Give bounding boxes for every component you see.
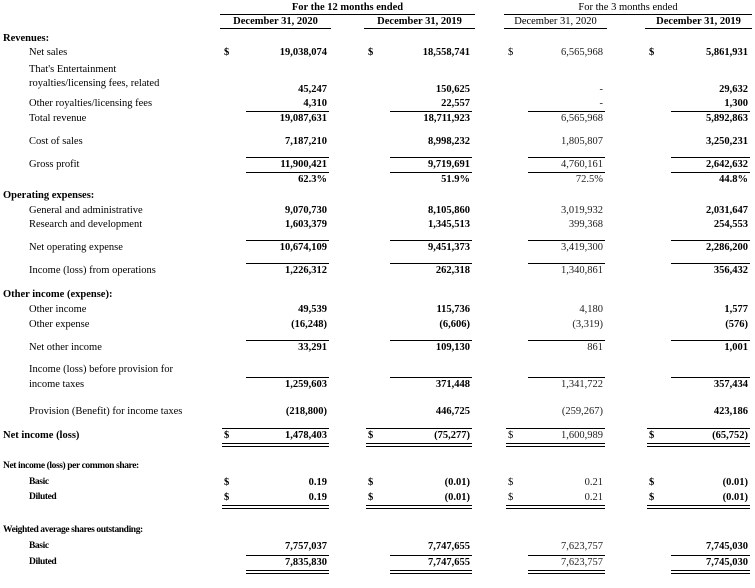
cell-other-royalties-2: 22,557 — [441, 98, 470, 109]
cell-income-before-tax-2-3: 1,341,722 — [561, 379, 603, 390]
cell-income-from-operations-4: 356,432 — [713, 265, 748, 276]
rule-above-gross-margin-2 — [390, 172, 472, 173]
row-label-eps-header: Net income (loss) per common share: — [3, 461, 139, 471]
column-header-rule-3 — [504, 28, 607, 29]
rule-above-income-from-operations-1 — [246, 263, 329, 264]
row-label-thats-entertainment-1: That's Entertainment — [29, 64, 117, 75]
cell-research-dev-2: 1,345,513 — [428, 219, 470, 230]
dollar-sign-eps-basic-1: $ — [224, 477, 230, 488]
cell-income-before-tax-2-1: 1,259,603 — [285, 379, 327, 390]
dollar-sign-eps-diluted-2: $ — [368, 492, 374, 503]
cell-net-sales-4: 5,861,931 — [706, 47, 748, 58]
cell-net-sales-2: 18,558,741 — [422, 47, 470, 58]
cell-thats-entertainment-2-3: - — [599, 84, 603, 95]
dollar-sign-net-income-4: $ — [649, 430, 655, 441]
column-header-rule-2 — [364, 28, 475, 29]
cell-income-from-operations-1: 1,226,312 — [285, 265, 327, 276]
rule-above-gross-profit-1 — [246, 157, 329, 158]
row-label-income-before-tax-1: Income (loss) before provision for — [29, 364, 174, 375]
row-label-eps-diluted: Diluted — [29, 492, 57, 502]
cell-net-income-1: 1,478,403 — [285, 430, 327, 441]
cell-gross-margin-4: 44.8% — [719, 174, 748, 185]
rule-above-total-revenue-3 — [528, 111, 605, 112]
cell-gross-margin-3: 72.5% — [575, 174, 603, 185]
dollar-sign-net-income-2: $ — [368, 430, 374, 441]
row-label-net-operating-expense: Net operating expense — [29, 242, 123, 253]
cell-net-other-income-3: 861 — [587, 342, 603, 353]
cell-total-revenue-1: 19,087,631 — [279, 113, 327, 124]
rule-above-wavg-diluted-2 — [390, 555, 472, 556]
rule-above-net-operating-expense-1 — [246, 240, 329, 241]
rule-above-income-before-tax-2-4 — [671, 377, 750, 378]
rule-above-total-revenue-1 — [246, 111, 329, 112]
rule-above-net-operating-expense-2 — [390, 240, 472, 241]
cell-other-expense-4: (576) — [725, 319, 748, 330]
header-3-months: For the 3 months ended — [578, 2, 678, 13]
dollar-sign-net-sales-2: $ — [368, 47, 374, 58]
cell-gross-margin-1: 62.3% — [298, 174, 327, 185]
cell-total-revenue-3: 6,565,968 — [561, 113, 603, 124]
dollar-sign-net-income-1: $ — [224, 430, 230, 441]
cell-general-admin-1: 9,070,730 — [285, 205, 327, 216]
dollar-sign-eps-basic-3: $ — [508, 477, 514, 488]
row-label-wavg-header: Weighted average shares outstanding: — [3, 525, 143, 535]
row-label-gross-profit: Gross profit — [29, 159, 80, 170]
cell-provision-income-taxes-3: (259,267) — [561, 406, 603, 417]
row-label-wavg-diluted: Diluted — [29, 557, 57, 567]
dollar-sign-net-income-3: $ — [508, 430, 514, 441]
rule-above-wavg-diluted-4 — [671, 555, 750, 556]
rule-above-gross-margin-1 — [246, 172, 329, 173]
row-label-other-income: Other income — [29, 304, 87, 315]
cell-net-sales-3: 6,565,968 — [561, 47, 603, 58]
row-label-provision-income-taxes: Provision (Benefit) for income taxes — [29, 406, 183, 417]
cell-wavg-basic-2: 7,747,655 — [428, 541, 470, 552]
cell-other-expense-1: (16,248) — [291, 319, 327, 330]
cell-other-royalties-1: 4,310 — [303, 98, 327, 109]
cell-cost-of-sales-4: 3,250,231 — [706, 136, 748, 147]
cell-cost-of-sales-1: 7,187,210 — [285, 136, 327, 147]
cell-wavg-basic-3: 7,623,757 — [561, 541, 603, 552]
row-label-income-from-operations: Income (loss) from operations — [29, 265, 156, 276]
row-label-revenues: Revenues: — [3, 33, 50, 44]
double-rule-eps-diluted-1 — [222, 505, 329, 509]
row-label-net-income: Net income (loss) — [3, 430, 80, 441]
row-label-operating-expenses: Operating expenses: — [3, 190, 95, 201]
rule-above-net-other-income-3 — [528, 340, 605, 341]
cell-wavg-diluted-4: 7,745,030 — [706, 557, 748, 568]
cell-cost-of-sales-3: 1,805,807 — [561, 136, 603, 147]
row-label-research-dev: Research and development — [29, 219, 143, 230]
cell-net-sales-1: 19,038,074 — [279, 47, 327, 58]
cell-other-expense-2: (6,606) — [439, 319, 470, 330]
cell-net-other-income-1: 33,291 — [298, 342, 327, 353]
double-rule-wavg-diluted-1 — [246, 570, 329, 574]
dollar-sign-net-sales-4: $ — [649, 47, 655, 58]
cell-wavg-diluted-2: 7,747,655 — [428, 557, 470, 568]
row-label-net-other-income: Net other income — [29, 342, 102, 353]
cell-eps-diluted-1: 0.19 — [308, 492, 327, 503]
rule-above-gross-margin-4 — [671, 172, 750, 173]
cell-research-dev-3: 399,368 — [568, 219, 603, 230]
cell-gross-profit-1: 11,900,421 — [280, 159, 327, 170]
cell-eps-basic-2: (0.01) — [444, 477, 470, 488]
column-header-2: December 31, 2019 — [377, 16, 462, 27]
row-label-income-before-tax-2: income taxes — [29, 379, 85, 390]
rule-above-total-revenue-2 — [390, 111, 472, 112]
column-header-rule-4 — [645, 28, 752, 29]
cell-wavg-basic-1: 7,757,037 — [285, 541, 327, 552]
double-rule-eps-diluted-3 — [506, 505, 605, 509]
double-rule-net-income-1 — [222, 443, 329, 447]
dollar-sign-eps-diluted-1: $ — [224, 492, 230, 503]
rule-above-net-income-3 — [506, 428, 605, 429]
cell-net-operating-expense-4: 2,286,200 — [706, 242, 748, 253]
cell-eps-basic-1: 0.19 — [308, 477, 327, 488]
cell-eps-diluted-4: (0.01) — [722, 492, 748, 503]
rule-above-income-before-tax-2-2 — [390, 377, 472, 378]
rule-above-net-other-income-4 — [671, 340, 750, 341]
column-header-rule-1 — [220, 28, 331, 29]
row-label-other-royalties: Other royalties/licensing fees — [29, 98, 153, 109]
cell-wavg-basic-4: 7,745,030 — [706, 541, 748, 552]
cell-other-royalties-3: - — [599, 98, 603, 109]
rule-above-net-operating-expense-3 — [528, 240, 605, 241]
double-rule-wavg-diluted-2 — [390, 570, 472, 574]
rule-above-income-before-tax-2-3 — [528, 377, 605, 378]
column-header-3: December 31, 2020 — [514, 16, 597, 27]
cell-research-dev-1: 1,603,379 — [285, 219, 327, 230]
rule-above-income-from-operations-2 — [390, 263, 472, 264]
dollar-sign-eps-basic-4: $ — [649, 477, 655, 488]
cell-provision-income-taxes-2: 446,725 — [435, 406, 470, 417]
double-rule-net-income-3 — [506, 443, 605, 447]
cell-provision-income-taxes-1: (218,800) — [285, 406, 327, 417]
dollar-sign-net-sales-3: $ — [508, 47, 514, 58]
cell-provision-income-taxes-4: 423,186 — [713, 406, 748, 417]
cell-gross-profit-4: 2,642,632 — [706, 159, 748, 170]
cell-general-admin-4: 2,031,647 — [706, 205, 748, 216]
cell-general-admin-2: 8,105,860 — [428, 205, 470, 216]
cell-eps-basic-3: 0.21 — [584, 477, 603, 488]
row-label-other-income-expense: Other income (expense): — [3, 289, 113, 300]
rule-above-net-operating-expense-4 — [671, 240, 750, 241]
cell-thats-entertainment-2-2: 150,625 — [435, 84, 470, 95]
cell-total-revenue-2: 18,711,923 — [423, 113, 470, 124]
dollar-sign-net-sales-1: $ — [224, 47, 230, 58]
cell-other-income-4: 1,577 — [724, 304, 748, 315]
cell-cost-of-sales-2: 8,998,232 — [428, 136, 470, 147]
column-header-4: December 31, 2019 — [656, 16, 741, 27]
rule-above-wavg-diluted-1 — [246, 555, 329, 556]
cell-wavg-diluted-3: 7,623,757 — [561, 557, 603, 568]
cell-net-operating-expense-1: 10,674,109 — [279, 242, 327, 253]
rule-above-net-other-income-1 — [246, 340, 329, 341]
cell-net-income-4: (65,752) — [712, 430, 748, 441]
cell-eps-diluted-2: (0.01) — [444, 492, 470, 503]
cell-income-from-operations-3: 1,340,861 — [561, 265, 603, 276]
rule-above-gross-profit-3 — [528, 157, 605, 158]
row-label-eps-basic: Basic — [29, 477, 49, 487]
row-label-total-revenue: Total revenue — [29, 113, 87, 124]
rule-above-net-income-1 — [222, 428, 329, 429]
row-label-thats-entertainment-2: royalties/licensing fees, related — [29, 78, 160, 89]
double-rule-wavg-diluted-3 — [528, 570, 605, 574]
cell-net-income-3: 1,600,989 — [561, 430, 603, 441]
cell-net-other-income-2: 109,130 — [435, 342, 470, 353]
rule-above-net-income-2 — [366, 428, 472, 429]
row-label-other-expense: Other expense — [29, 319, 90, 330]
rule-above-gross-profit-2 — [390, 157, 472, 158]
rule-above-income-before-tax-2-1 — [246, 377, 329, 378]
rule-above-income-from-operations-3 — [528, 263, 605, 264]
row-label-general-admin: General and administrative — [29, 205, 143, 216]
double-rule-wavg-diluted-4 — [671, 570, 750, 574]
dollar-sign-eps-diluted-4: $ — [649, 492, 655, 503]
cell-gross-margin-2: 51.9% — [441, 174, 470, 185]
rule-above-income-from-operations-4 — [671, 263, 750, 264]
cell-gross-profit-3: 4,760,161 — [561, 159, 603, 170]
cell-net-other-income-4: 1,001 — [724, 342, 748, 353]
cell-total-revenue-4: 5,892,863 — [706, 113, 748, 124]
cell-wavg-diluted-1: 7,835,830 — [285, 557, 327, 568]
cell-net-operating-expense-2: 9,451,373 — [428, 242, 470, 253]
cell-income-from-operations-2: 262,318 — [435, 265, 470, 276]
cell-other-expense-3: (3,319) — [572, 319, 603, 330]
cell-net-income-2: (75,277) — [434, 430, 470, 441]
column-header-1: December 31, 2020 — [233, 16, 318, 27]
rule-above-net-other-income-2 — [390, 340, 472, 341]
row-label-cost-of-sales: Cost of sales — [29, 136, 83, 147]
rule-above-gross-profit-4 — [671, 157, 750, 158]
double-rule-eps-diluted-2 — [366, 505, 472, 509]
header-12-months: For the 12 months ended — [291, 2, 404, 13]
rule-above-net-income-4 — [647, 428, 750, 429]
dollar-sign-eps-basic-2: $ — [368, 477, 374, 488]
rule-above-wavg-diluted-3 — [528, 555, 605, 556]
row-label-net-sales: Net sales — [29, 47, 68, 58]
double-rule-net-income-4 — [647, 443, 750, 447]
dollar-sign-eps-diluted-3: $ — [508, 492, 514, 503]
cell-gross-profit-2: 9,719,691 — [428, 159, 470, 170]
double-rule-eps-diluted-4 — [647, 505, 750, 509]
double-rule-net-income-2 — [366, 443, 472, 447]
cell-thats-entertainment-2-1: 45,247 — [298, 84, 327, 95]
cell-thats-entertainment-2-4: 29,632 — [719, 84, 748, 95]
rule-above-gross-margin-3 — [528, 172, 605, 173]
cell-research-dev-4: 254,553 — [713, 219, 748, 230]
cell-other-royalties-4: 1,300 — [724, 98, 748, 109]
cell-income-before-tax-2-2: 371,448 — [435, 379, 470, 390]
cell-eps-basic-4: (0.01) — [722, 477, 748, 488]
cell-other-income-3: 4,180 — [579, 304, 603, 315]
cell-income-before-tax-2-4: 357,434 — [713, 379, 748, 390]
row-label-wavg-basic: Basic — [29, 541, 49, 551]
cell-other-income-1: 49,539 — [298, 304, 327, 315]
cell-general-admin-3: 3,019,932 — [561, 205, 603, 216]
cell-net-operating-expense-3: 3,419,300 — [561, 242, 603, 253]
rule-above-total-revenue-4 — [671, 111, 750, 112]
cell-eps-diluted-3: 0.21 — [584, 492, 603, 503]
cell-other-income-2: 115,736 — [436, 304, 470, 315]
